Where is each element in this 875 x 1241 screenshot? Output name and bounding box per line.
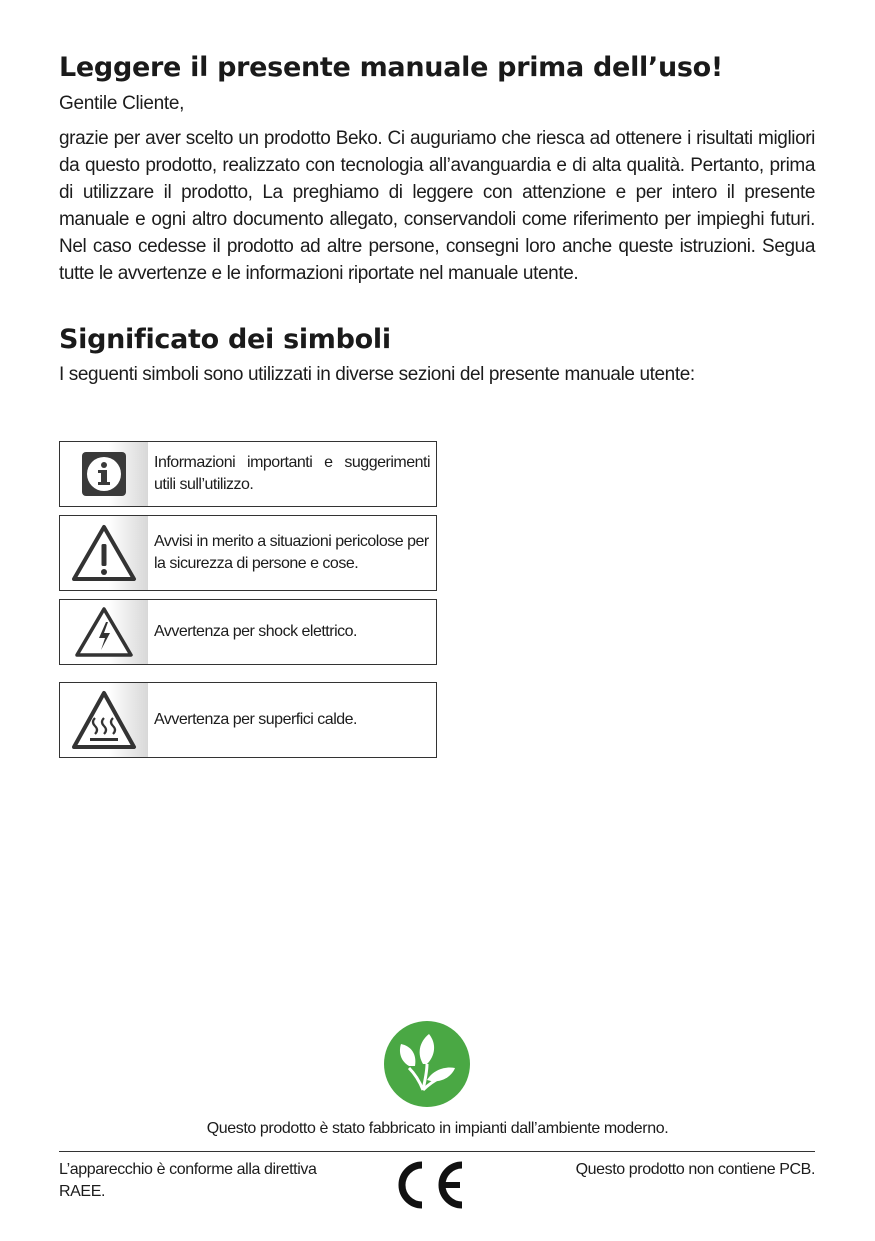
eco-leaf-icon bbox=[383, 1020, 471, 1108]
info-icon bbox=[60, 442, 148, 506]
footer-divider bbox=[59, 1151, 815, 1152]
symbol-row-warning bbox=[59, 515, 437, 591]
symbol-row-info bbox=[59, 441, 437, 507]
page-title: Leggere il presente manuale prima dell’uso! bbox=[59, 52, 723, 83]
symbol-text-info: Informazioni importanti e suggerimenti utili sull’utilizzo. bbox=[154, 454, 430, 493]
ce-mark-icon bbox=[388, 1157, 468, 1213]
electric-shock-icon bbox=[60, 600, 148, 664]
symbol-row-hot-surface bbox=[59, 682, 437, 758]
hot-surface-icon bbox=[60, 683, 148, 757]
greeting: Gentile Cliente, bbox=[59, 93, 185, 114]
symbol-text-hot-surface: Avvertenza per superfici calde. bbox=[154, 711, 357, 728]
page-content bbox=[59, 52, 815, 398]
weee-text: L’apparecchio è conforme alla direttiva RAEE. bbox=[59, 1161, 317, 1200]
symbols-heading: Significato dei simboli bbox=[59, 324, 391, 355]
symbol-text-warning: Avvisi in merito a situazioni pericolose per la sicurezza di persone e cose. bbox=[154, 533, 429, 572]
warning-icon bbox=[60, 516, 148, 590]
symbol-row-electric bbox=[59, 599, 437, 665]
pcb-text: Questo prodotto non contiene PCB. bbox=[575, 1161, 815, 1178]
intro-paragraph: grazie per aver scelto un prodotto Beko. Ci auguriamo che riesca ad ottenere i risultati migliori da questo prodotto, realizzato con tecnologia all’avanguardia e di alta qualità. Pertanto, prima di utilizzare il prodotto, La preghiamo di leggere con attenzione e per intero il presente manuale e ogni altro documento allegato, conservandoli come riferimento per impieghi futuri. Nel caso cedesse il prodotto ad altre persone, consegni loro anche queste istruzioni. Segua tutte le avvertenze e le informazioni riportate nel manuale utente. bbox=[59, 128, 815, 284]
symbols-intro: I seguenti simboli sono utilizzati in diverse sezioni del presente manuale utente: bbox=[59, 364, 695, 385]
symbol-text-electric: Avvertenza per shock elettrico. bbox=[154, 623, 357, 640]
eco-caption: Questo prodotto è stato fabbricato in impianti dall’ambiente moderno. bbox=[206, 1120, 669, 1137]
